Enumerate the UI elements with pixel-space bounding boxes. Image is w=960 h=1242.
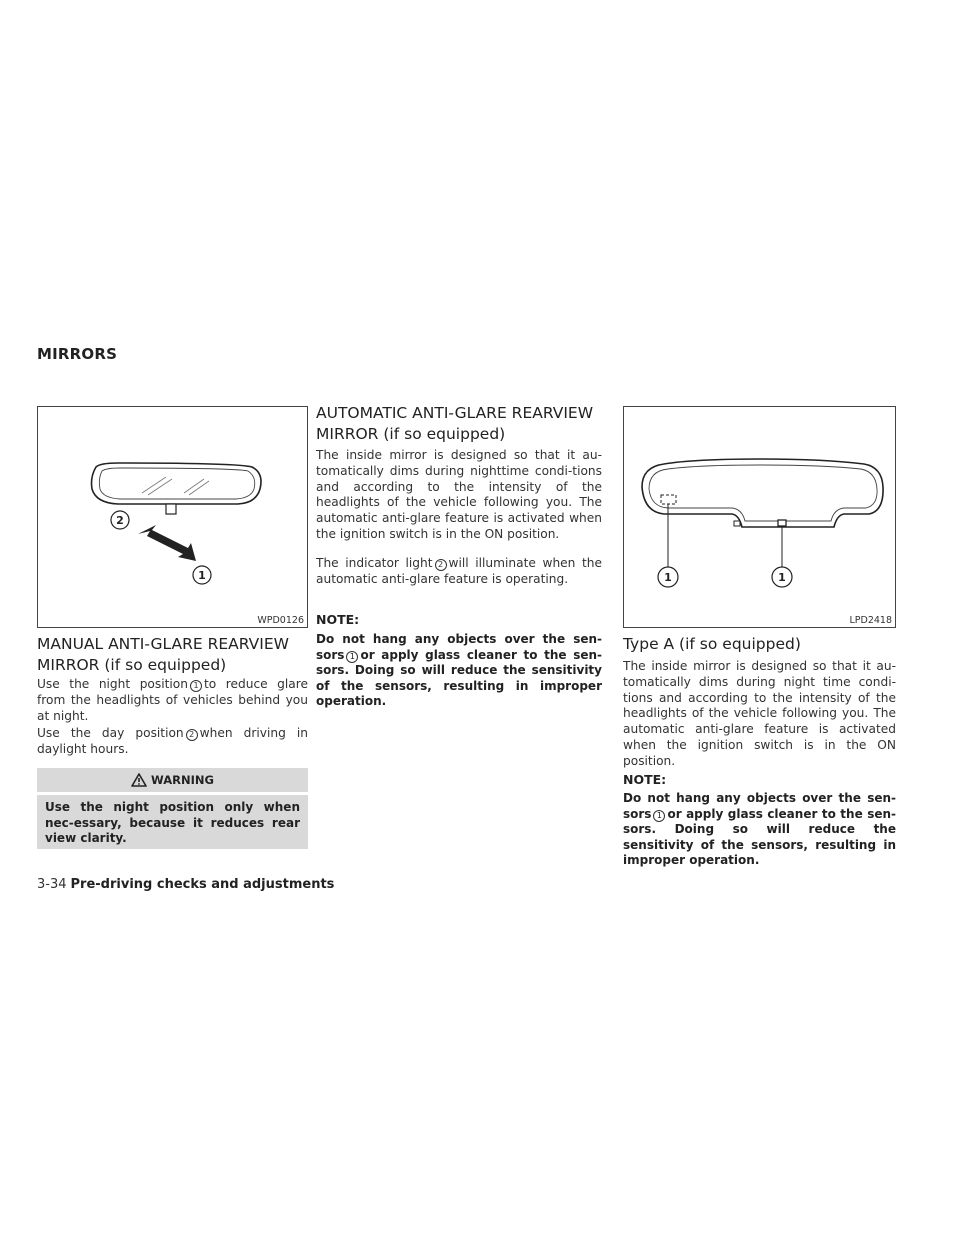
text-fragment: will illuminate when the automatic anti-glare feature is operating. (316, 556, 602, 586)
section-title: MIRRORS (37, 345, 118, 363)
text-fragment: or apply glass cleaner to the sen-sors. Doing so will reduce the sensitivity of the sensors, resulting in improper operation. (623, 806, 896, 868)
text-fragment: to reduce glare from the headlights of vehicles behind you at night. (37, 677, 309, 723)
manual-mirror-illustration (38, 407, 307, 627)
figure-automatic-mirror (623, 406, 896, 628)
adjust-arrow-icon (138, 525, 196, 561)
text-fragment: Do not hang any objects over the sen-sors (316, 632, 602, 662)
warning-icon (131, 773, 147, 787)
note-title: NOTE: (623, 772, 667, 787)
heading-automatic-mirror: AUTOMATIC ANTI-GLARE REARVIEW MIRROR (if so equipped) (316, 404, 594, 443)
paragraph-type-a: The inside mirror is designed so that it au-tomatically dims during night time condi-tions and according to the intensity of the headlights of the vehicle following you. The automatic anti-glare feature is activated when the ignition switch is in the ON position. (623, 659, 896, 768)
figure-code: LPD2418 (849, 615, 892, 626)
callout-ref-2: 2 (186, 729, 198, 741)
figure-code: WPD0126 (257, 615, 304, 626)
text-fragment: Do not hang any objects over the sen-sors (623, 791, 896, 821)
text-fragment: Use the night position (37, 677, 188, 691)
callout-1: 1 (198, 569, 206, 582)
warning-text: Use the night position only when nec-essary, because it reduces rear view clarity. (45, 800, 300, 846)
paragraph-night-position (37, 677, 308, 724)
paragraph-auto-dim: The inside mirror is designed so that it au-tomatically dims during nighttime condi-tions and according to the intensity of the headlights of the vehicle following you. The automatic anti-glare feature is activated when the ignition switch is in the ON position. (316, 448, 602, 541)
callout-ref-2: 2 (435, 559, 447, 571)
heading-type-a: Type A (if so equipped) (623, 635, 801, 653)
warning-box (37, 795, 308, 849)
note-text (623, 791, 896, 869)
note-title: NOTE: (316, 612, 360, 627)
text-fragment: The indicator light (316, 556, 433, 570)
text-fragment: when driving in daylight hours. (37, 726, 308, 756)
figure-manual-mirror (37, 406, 308, 628)
paragraph-day-position (37, 726, 308, 758)
automatic-mirror-illustration (624, 407, 895, 627)
chapter-title: Pre-driving checks and adjustments (70, 877, 335, 892)
callout-1: 1 (778, 571, 786, 584)
text-fragment: Use the day position (37, 726, 184, 740)
page-footer (37, 877, 334, 892)
callout-ref-1: 1 (190, 680, 202, 692)
paragraph-indicator-light (316, 556, 602, 588)
heading-manual-mirror: MANUAL ANTI-GLARE REARVIEW MIRROR (if so equipped) (37, 635, 289, 674)
warning-header (37, 768, 308, 792)
callout-1: 1 (664, 571, 672, 584)
note-text (316, 632, 602, 710)
warning-label: WARNING (151, 773, 214, 787)
callout-2: 2 (116, 514, 124, 527)
text-fragment: or apply glass cleaner to the sen-sors. Doing so will reduce the sensitivity of the sensors, resulting in improper operation. (316, 647, 602, 709)
callout-ref-1: 1 (653, 810, 665, 822)
callout-ref-1: 1 (346, 651, 358, 663)
page-number: 3-34 (37, 877, 67, 892)
